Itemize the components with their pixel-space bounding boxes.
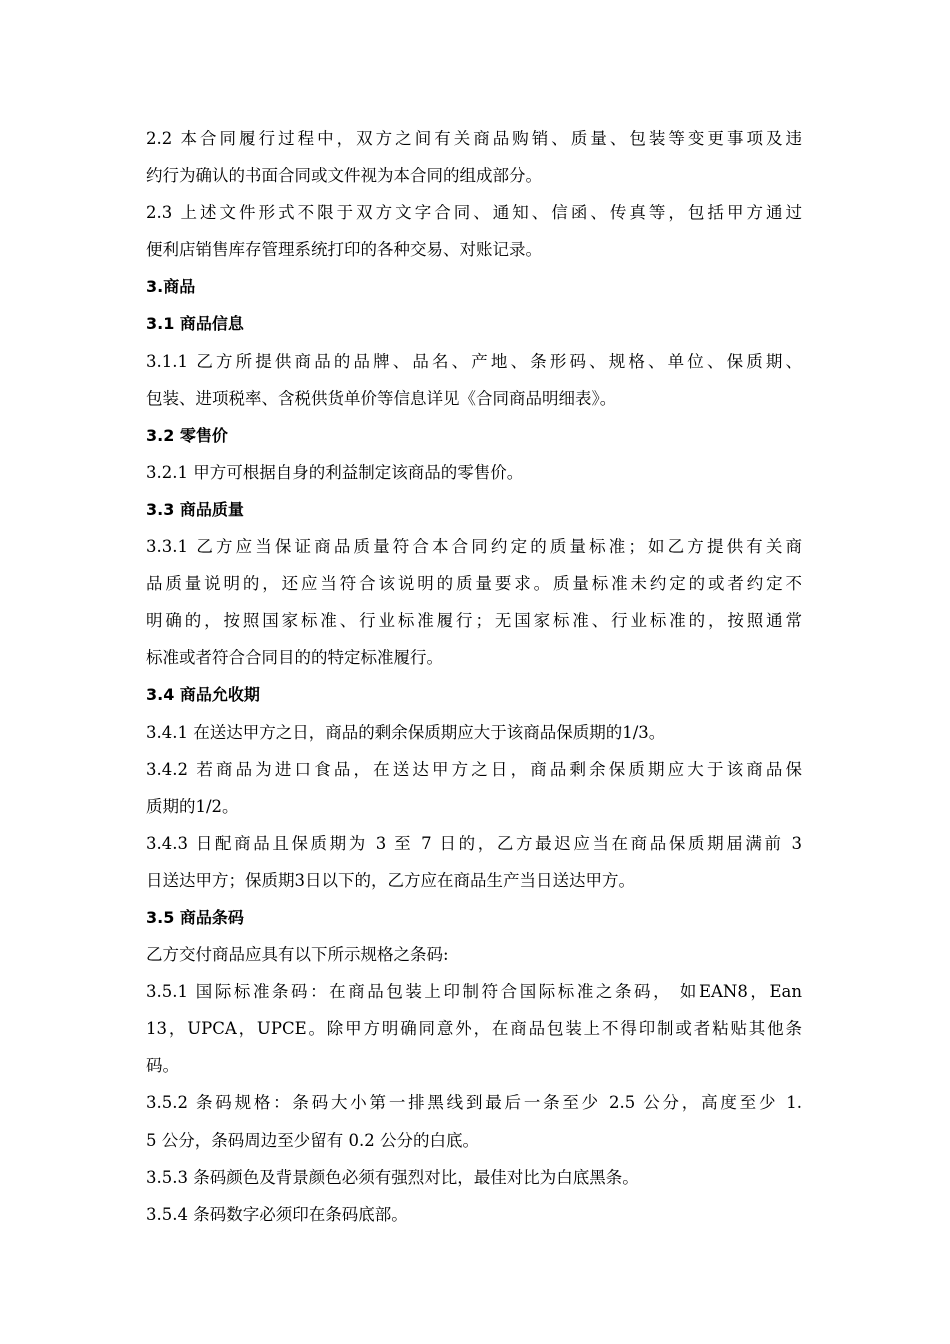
clause-3-1-1-line-2: 包装、进项税率、含税供货单价等信息详见《合同商品明细表》。 <box>146 388 617 408</box>
clause-3-5-2-line-2: 5 公分，条码周边至少留有 0.2 公分的白底。 <box>146 1130 479 1150</box>
clause-3-5-1-line-3: 码。 <box>146 1056 179 1076</box>
clause-3-4-3-line-1: 3.4.3 日配商品且保质期为 3 至 7 日的，乙方最迟应当在商品保质期届满前 3 <box>146 833 802 853</box>
clause-3-3-1-line-4: 标准或者符合合同目的的特定标准履行。 <box>146 648 443 668</box>
section-3-heading: 3.商品 <box>146 277 196 297</box>
clause-3-4-2-line-2: 质期的1/2。 <box>146 796 239 816</box>
section-3-5-heading: 3.5 商品条码 <box>146 907 244 927</box>
clause-2-3-line-1: 2.3 上述文件形式不限于双方文字合同、通知、信函、传真等，包括甲方通过 <box>146 203 802 223</box>
clause-3-4-2-line-1: 3.4.2 若商品为进口食品，在送达甲方之日，商品剩余保质期应大于该商品保 <box>146 759 802 779</box>
clause-3-1-1-line-1: 3.1.1 乙方所提供商品的品牌、品名、产地、条形码、规格、单位、保质期、 <box>146 351 802 371</box>
clause-2-2-line-2: 约行为确认的书面合同或文件视为本合同的组成部分。 <box>146 166 542 186</box>
section-3-1-heading: 3.1 商品信息 <box>146 314 244 334</box>
clause-3-5-1-line-1: 3.5.1 国际标准条码：在商品包装上印制符合国际标准之条码， 如EAN8，Ean <box>146 982 802 1002</box>
section-3-3-heading: 3.3 商品质量 <box>146 499 244 519</box>
contract-text-body <box>146 120 802 1233</box>
clause-2-2-line-1: 2.2 本合同履行过程中，双方之间有关商品购销、质量、包装等变更事项及违 <box>146 129 802 148</box>
section-3-2-heading: 3.2 零售价 <box>146 425 228 445</box>
clause-3-5-2-line-1: 3.5.2 条码规格：条码大小第一排黑线到最后一条至少 2.5 公分，高度至少 1. <box>146 1093 802 1113</box>
clause-3-3-1-line-3: 明确的，按照国家标准、行业标准履行；无国家标准、行业标准的，按照通常 <box>146 611 802 631</box>
clause-3-4-1: 3.4.1 在送达甲方之日，商品的剩余保质期应大于该商品保质期的1/3。 <box>146 722 666 742</box>
clause-3-3-1-line-2: 品质量说明的，还应当符合该说明的质量要求。质量标准未约定的或者约定不 <box>146 574 802 594</box>
clause-3-5-4: 3.5.4 条码数字必须印在条码底部。 <box>146 1204 408 1224</box>
clause-3-2-1: 3.2.1 甲方可根据自身的利益制定该商品的零售价。 <box>146 462 524 482</box>
section-3-5-intro: 乙方交付商品应具有以下所示规格之条码: <box>146 945 449 965</box>
clause-3-4-3-line-2: 日送达甲方；保质期3日以下的，乙方应在商品生产当日送达甲方。 <box>146 870 635 890</box>
clause-2-3-line-2: 便利店销售库存管理系统打印的各种交易、对账记录。 <box>146 240 542 260</box>
section-3-4-heading: 3.4 商品允收期 <box>146 685 260 705</box>
clause-3-5-1-line-2: 13，UPCA，UPCE。除甲方明确同意外，在商品包装上不得印制或者粘贴其他条 <box>146 1019 802 1039</box>
clause-3-3-1-line-1: 3.3.1 乙方应当保证商品质量符合本合同约定的质量标准；如乙方提供有关商 <box>146 537 802 557</box>
clause-3-5-3: 3.5.3 条码颜色及背景颜色必须有强烈对比，最佳对比为白底黑条。 <box>146 1167 639 1187</box>
